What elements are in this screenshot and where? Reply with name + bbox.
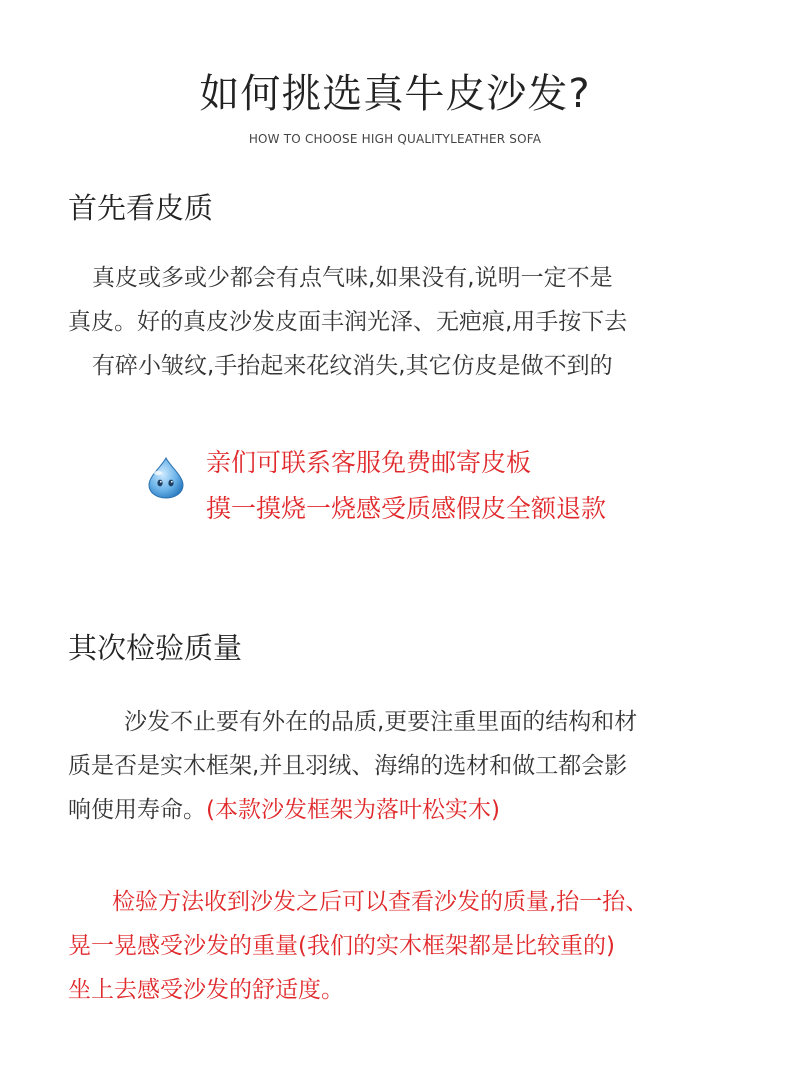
- page-subtitle: HOW TO CHOOSE HIGH QUALITYLEATHER SOFA: [248, 132, 542, 146]
- leather-paragraph: [68, 256, 748, 388]
- quality-line-2: 质是否是实木框架,并且羽绒、海绵的选材和做工都会影: [68, 753, 628, 779]
- inspection-line-2: 晃一晃感受沙发的重量(我们的实木框架都是比较重的): [68, 933, 615, 959]
- leather-line-3: 有碎小皱纹,手抬起来花纹消失,其它仿皮是做不到的: [92, 353, 613, 379]
- notice-line-2: 摸一摸烧一烧感受质感假皮全额退款: [206, 494, 607, 523]
- page-title: 如何挑选真牛皮沙发?: [199, 71, 591, 117]
- quality-paragraph: [68, 700, 758, 832]
- section-heading-leather: 首先看皮质: [68, 191, 214, 225]
- frame-material-note: (本款沙发框架为落叶松实木): [206, 797, 500, 823]
- free-sample-notice: [146, 440, 706, 540]
- quality-line-3: [68, 788, 758, 832]
- quality-line-1: 沙发不止要有外在的品质,更要注重里面的结构和材: [124, 709, 638, 735]
- inspection-line-1: 检验方法收到沙发之后可以查看沙发的质量,抬一抬、: [112, 889, 649, 915]
- quality-line-3-text: 响使用寿命。: [68, 797, 206, 823]
- inspection-method-paragraph: [68, 880, 768, 1012]
- notice-text: [206, 440, 606, 532]
- leather-line-1: 真皮或多或少都会有点气味,如果没有,说明一定不是: [92, 265, 613, 291]
- water-drop-mascot-icon: [146, 456, 186, 500]
- leather-line-2: 真皮。好的真皮沙发皮面丰润光泽、无疤痕,用手按下去: [68, 309, 628, 335]
- section-heading-quality: 其次检验质量: [68, 631, 243, 665]
- inspection-line-3: 坐上去感受沙发的舒适度。: [68, 977, 344, 1003]
- notice-line-1: 亲们可联系客服免费邮寄皮板: [206, 448, 532, 477]
